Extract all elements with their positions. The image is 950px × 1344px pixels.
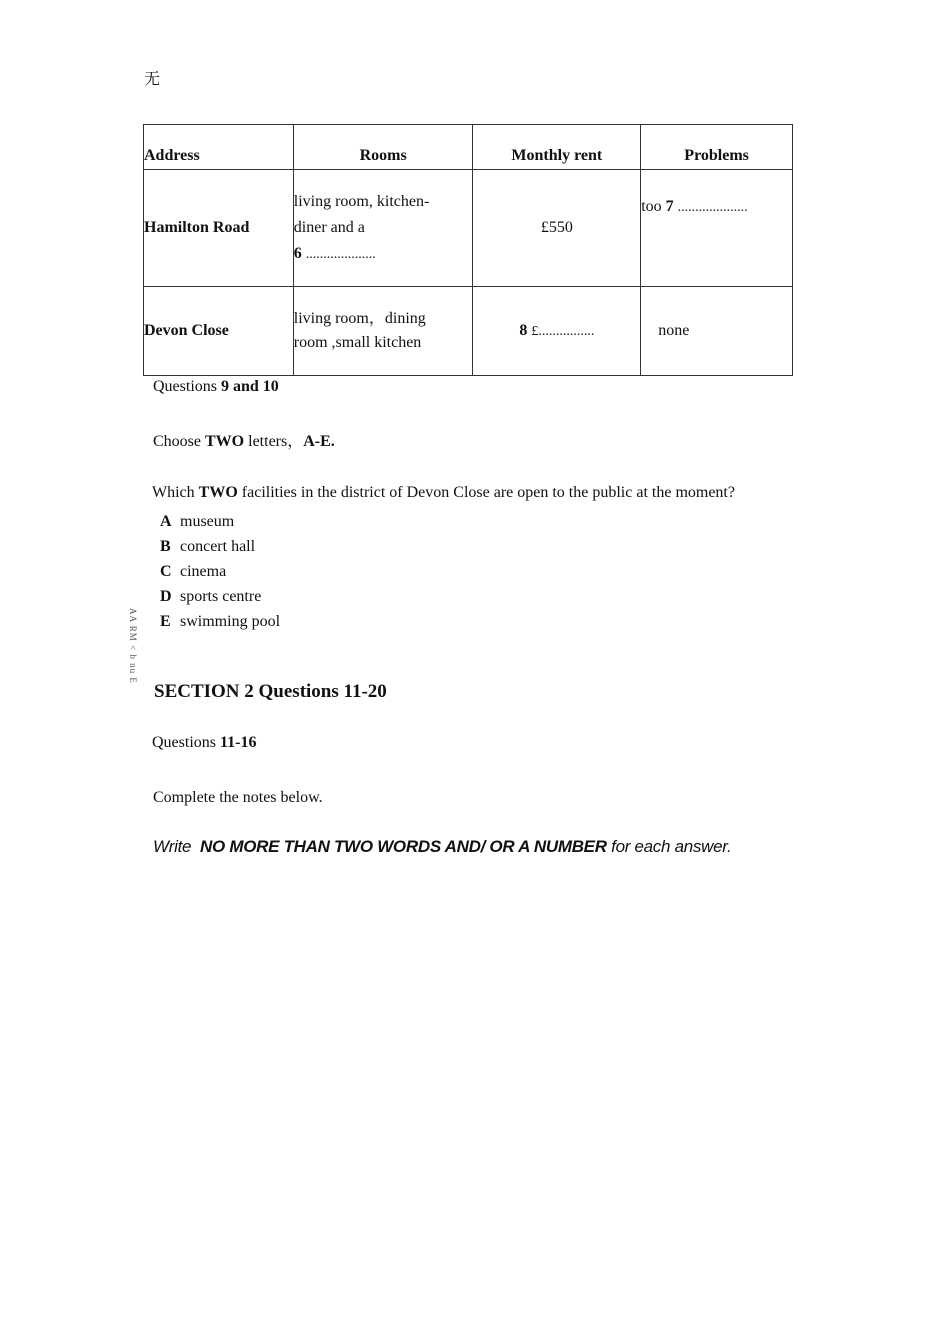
rooms-rest: ,small kitchen <box>331 334 422 351</box>
problems-cell: none <box>641 287 793 376</box>
choose-range: A-E. <box>303 433 335 450</box>
rooms-cell <box>293 287 473 376</box>
label-prefix: Questions <box>153 378 217 395</box>
table-row <box>144 287 793 376</box>
option-text: museum <box>180 513 235 530</box>
question-count: TWO <box>198 484 238 501</box>
options-list <box>160 509 280 634</box>
option-text: concert hall <box>180 538 256 555</box>
choose-mid: letters， <box>248 433 304 450</box>
label-range: 11-16 <box>220 734 257 751</box>
list-item <box>160 584 280 609</box>
option-letter: B <box>160 538 171 555</box>
list-item <box>160 509 280 534</box>
header-rooms: Rooms <box>293 125 473 170</box>
answer-blank-6 <box>294 241 473 268</box>
choose-count: TWO <box>205 433 245 450</box>
address-cell: Devon Close <box>144 287 294 376</box>
problems-cell <box>641 170 793 287</box>
option-letter: A <box>160 513 172 530</box>
list-item <box>160 559 280 584</box>
blank-dots: .................... <box>677 200 748 215</box>
rooms-line: living room, kitchen- <box>293 192 430 210</box>
question-stem <box>152 484 735 502</box>
option-text: cinema <box>180 563 227 580</box>
write-prefix: Write <box>153 837 192 856</box>
rooms-cell <box>293 170 473 287</box>
choose-prefix: Choose <box>153 433 201 450</box>
table-header-row <box>144 125 793 170</box>
blank-dots: £................ <box>531 324 595 339</box>
rooms-word: room <box>293 334 328 351</box>
section-title: SECTION 2 Questions 11-20 <box>154 681 387 702</box>
question-number: 6 <box>293 244 302 262</box>
rent-cell: £550 <box>473 170 641 287</box>
rooms-line <box>294 331 473 355</box>
list-item <box>160 534 280 559</box>
option-text: sports centre <box>180 588 262 605</box>
rent-cell <box>473 287 641 376</box>
header-address: Address <box>144 125 294 170</box>
problems-prefix: too <box>641 198 662 215</box>
choose-instruction <box>153 428 335 451</box>
rooms-line: diner and a <box>293 218 365 236</box>
question-rest: facilities in the district of Devon Close are open to the public at the moment? <box>241 484 735 501</box>
questions-11-16-label <box>152 734 256 752</box>
option-letter: D <box>160 588 172 605</box>
list-item <box>160 609 280 634</box>
rooms-line: living room，dining <box>293 310 426 327</box>
label-prefix: Questions <box>152 734 216 751</box>
blank-dots: .................... <box>305 246 376 262</box>
rental-table <box>143 124 793 376</box>
question-prefix: Which <box>152 484 195 501</box>
address-cell: Hamilton Road <box>144 170 294 287</box>
option-letter: C <box>160 563 172 580</box>
question-number: 7 <box>665 198 674 215</box>
option-text: swimming pool <box>180 613 281 630</box>
header-mark: 无 <box>144 71 161 88</box>
question-number: 8 <box>519 322 528 339</box>
table-row <box>144 170 793 287</box>
header-rent: Monthly rent <box>473 125 641 170</box>
write-instruction <box>153 837 731 857</box>
option-letter: E <box>160 613 171 630</box>
write-suffix: for each answer. <box>611 837 732 856</box>
complete-instruction: Complete the notes below. <box>153 789 323 806</box>
header-problems: Problems <box>641 125 793 170</box>
write-limit: NO MORE THAN TWO WORDS AND/ OR A NUMBER <box>200 837 607 856</box>
label-range: 9 and 10 <box>221 378 279 395</box>
margin-note: AA RM < b nu E <box>128 608 138 684</box>
questions-9-10-label <box>153 378 279 396</box>
